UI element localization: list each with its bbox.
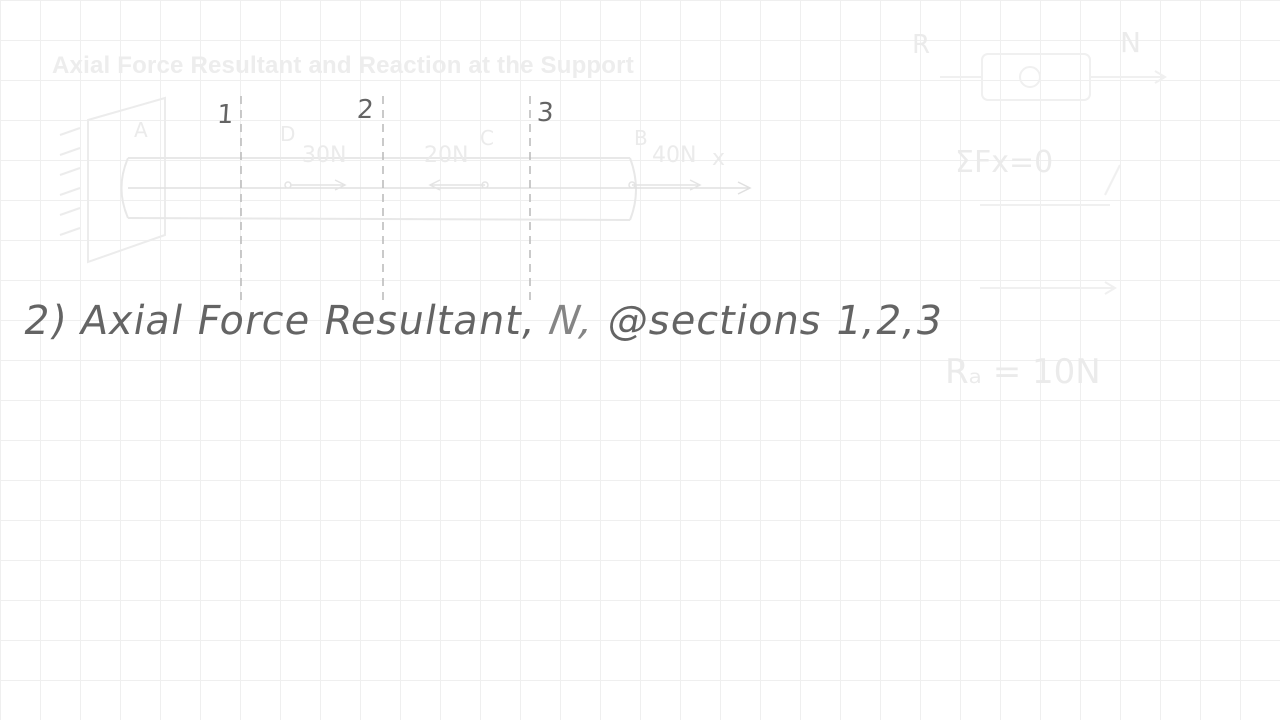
side-symbol-n: N [1120, 26, 1141, 59]
point-label-b: B [634, 126, 648, 150]
x-axis-arrow [128, 182, 750, 194]
heading-text: Axial Force Resultant, [76, 298, 541, 344]
point-label-d: D [280, 122, 296, 146]
load-label-20n: 20N [424, 143, 469, 168]
load-label-40n: 40N [652, 143, 697, 168]
point-label-c: C [480, 126, 494, 150]
section-label-2: 2 [355, 95, 375, 125]
section-heading [20, 298, 947, 344]
axis-label-x: x [712, 146, 726, 171]
bar-body [122, 158, 637, 220]
side-equilibrium-note: ΣFx=0 [955, 145, 1054, 180]
heading-number: 2) [19, 298, 72, 344]
section-label-3: 3 [535, 98, 555, 128]
point-label-a: A [134, 118, 148, 142]
page-title: Axial Force Resultant and Reaction at the Support [52, 52, 634, 79]
load-label-30n: 30N [302, 143, 347, 168]
wall-support [60, 98, 165, 262]
side-symbol-r: R [912, 30, 931, 60]
heading-suffix: @sections 1,2,3 [604, 298, 947, 344]
heading-symbol: N, [545, 298, 599, 344]
section-label-1: 1 [215, 100, 235, 130]
side-result: Rₐ = 10N [945, 352, 1101, 392]
